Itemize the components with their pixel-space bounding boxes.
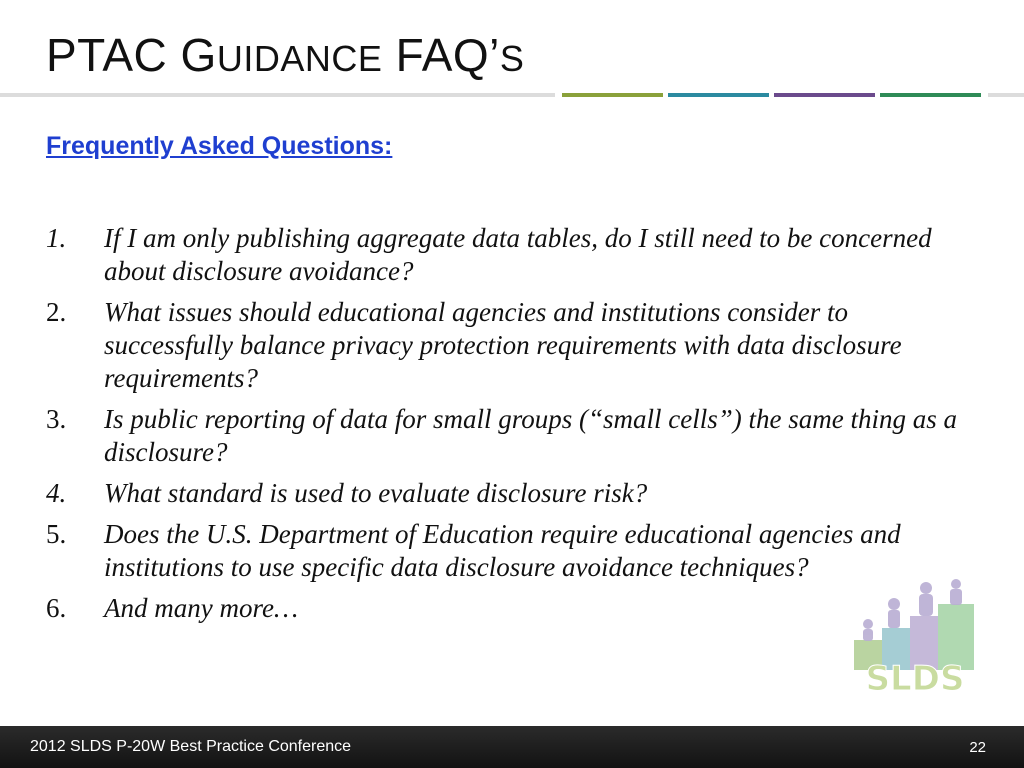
faq-item [46, 518, 976, 584]
faq-subheading-link[interactable]: Frequently Asked Questions: [46, 132, 393, 160]
faq-question: Does the U.S. Department of Education require educational agencies and institutions to use specific data disclosure avoidance techniques? [104, 519, 901, 582]
title-divider-purple [774, 93, 875, 97]
faq-number: 6. [46, 593, 67, 623]
title-divider-green [562, 93, 663, 97]
faq-question: If I am only publishing aggregate data tables, do I still need to be concerned about disclosure avoidance? [104, 223, 932, 286]
title-part: PTAC G [46, 29, 217, 81]
slide-footer [0, 726, 1024, 768]
title-part: S [499, 38, 525, 79]
faq-number: 2. [46, 297, 67, 327]
faq-item [46, 403, 976, 469]
title-part: UIDANCE [216, 38, 383, 79]
faq-question: Is public reporting of data for small groups (“small cells”) the same thing as a disclosure? [104, 404, 958, 467]
slds-logo [844, 578, 986, 696]
title-divider-grey-end [988, 93, 1024, 97]
slide-title [46, 28, 524, 82]
title-divider-grey [0, 93, 555, 97]
footer-conference-name: 2012 SLDS P-20W Best Practice Conference [30, 738, 352, 755]
faq-number: 5. [46, 519, 67, 549]
faq-number: 3. [46, 404, 67, 434]
faq-question: What issues should educational agencies and institutions consider to successfully balance privacy protection requirements with data disclosure requirements? [104, 297, 902, 393]
logo-text: SLDS [865, 659, 965, 696]
faq-number: 4. [46, 478, 67, 508]
faq-item [46, 296, 976, 395]
faq-item [46, 222, 976, 288]
faq-question: What standard is used to evaluate disclosure risk? [104, 478, 648, 508]
title-divider-darkgreen [880, 93, 981, 97]
title-part: FAQ’ [382, 29, 500, 81]
page-number: 22 [969, 739, 986, 756]
faq-number: 1. [46, 223, 67, 253]
faq-question: And many more… [104, 593, 298, 623]
title-divider-teal [668, 93, 769, 97]
faq-list [46, 222, 976, 633]
faq-item [46, 477, 976, 510]
faq-item [46, 592, 976, 625]
